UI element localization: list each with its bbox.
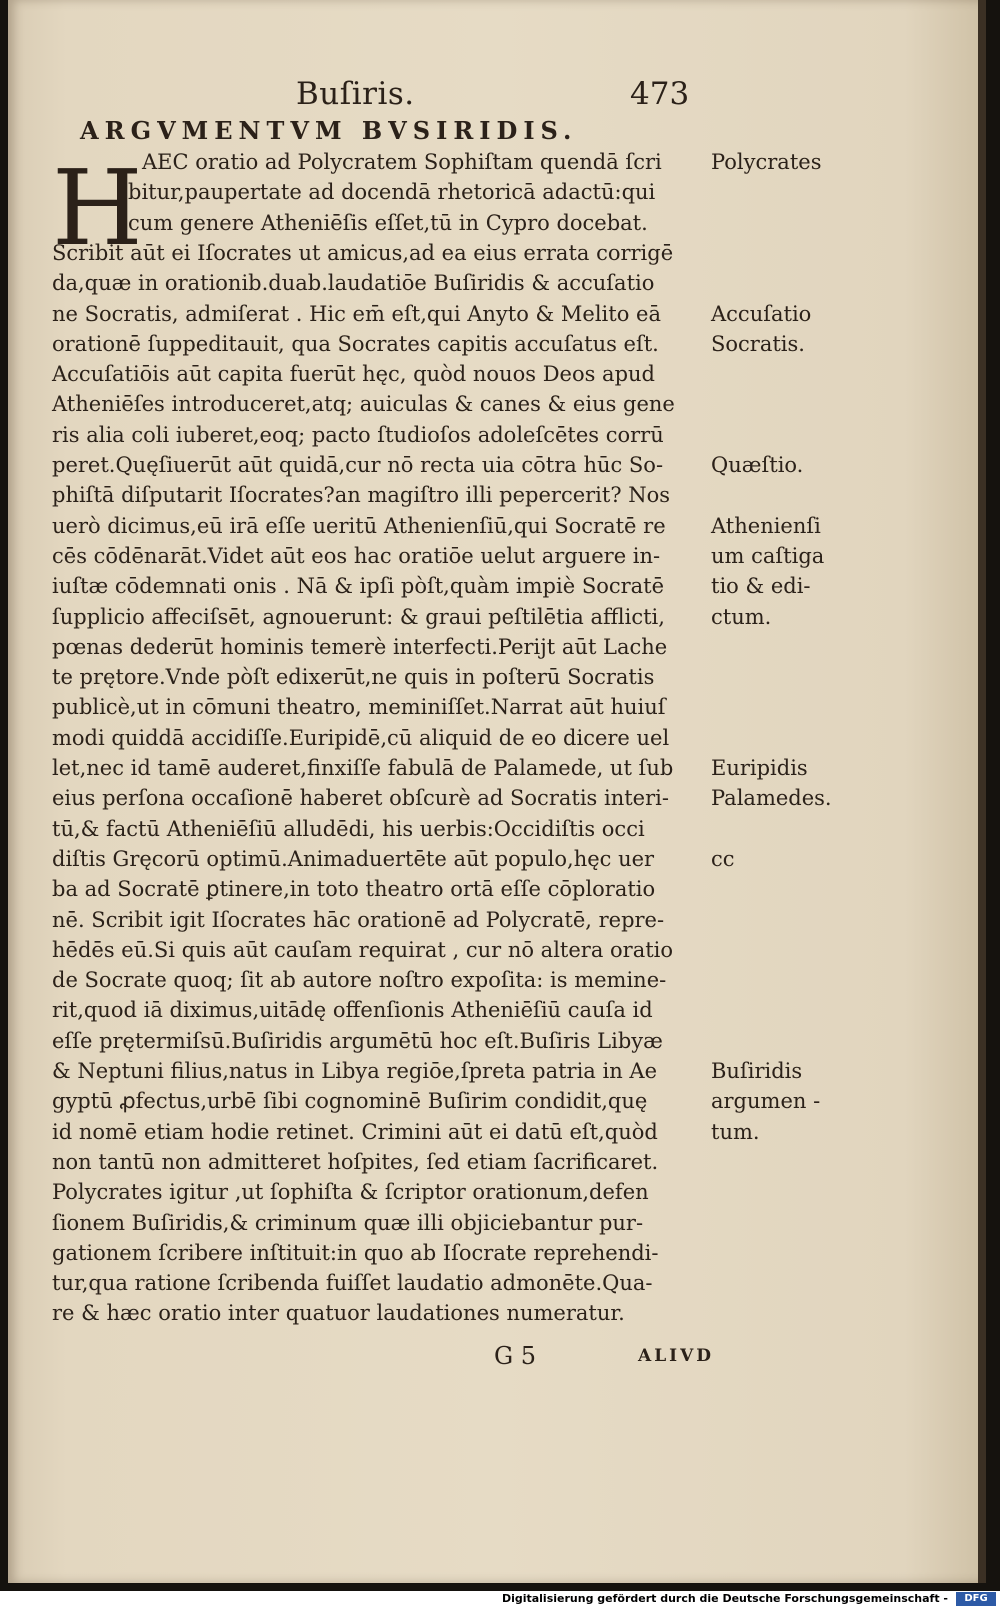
text-line: de Socrate quoq; ſit ab autore noſtro expoſita: is memine- bbox=[52, 968, 667, 993]
margin-note: Euripidis bbox=[711, 756, 808, 780]
text-line: te prętore.Vnde pòſt edixerūt,ne quis in poſterū Socratis bbox=[52, 665, 655, 690]
margin-note: Athenienſi bbox=[711, 513, 821, 538]
text-line: bitur,paupertate ad docendā rhetoricā adactū:qui bbox=[128, 180, 656, 205]
text-line: id nomē etiam hodie retinet. Crimini aūt ei datū eſt,quòd bbox=[52, 1119, 658, 1144]
text-line: pœnas dederūt hominis temerè interfecti.Perijt aūt Lache bbox=[52, 634, 668, 659]
text-line: cēs cōdēnarāt.Videt aūt eos hac oratiōe uelut arguere in- bbox=[52, 543, 661, 568]
dfg-logo: DFG bbox=[956, 1592, 996, 1606]
text-line: eſſe prętermiſsū.Buſiridis argumētū hoc eſt.Buſiris Libyæ bbox=[52, 1028, 663, 1053]
text-line: orationē ſuppeditauit, qua Socrates capitis accuſatus eſt. bbox=[52, 331, 659, 356]
text-line: ne Socratis, admiſerat . Hic em̄ eſt,qui Anyto & Melito eā bbox=[52, 301, 661, 326]
text-line: iuſtæ cōdemnati onis . Nā & ipſi pòſt,quàm impiè Socratē bbox=[52, 574, 665, 599]
text-line: modi quiddā accidiſſe.Euripidē,cū aliquid de eo dicere uel bbox=[52, 725, 670, 750]
argument-heading: ARGVMENTVM BVSIRIDIS. bbox=[80, 116, 578, 145]
text-line: Scribit aūt ei Iſocrates ut amicus,ad ea eius errata corrigē bbox=[52, 240, 674, 265]
text-line: AEC oratio ad Polycratem Sophiſtam quendā ſcri bbox=[142, 150, 662, 174]
text-line: gyptū ꝓfectus,urbē ſibi cognominē Buſirim condidit,quę bbox=[52, 1089, 648, 1114]
running-title: Buſiris. bbox=[296, 76, 415, 112]
margin-note: Accuſatio bbox=[711, 301, 812, 326]
margin-note: ctum. bbox=[711, 604, 772, 629]
text-line: Accuſatiōis aūt capita fuerūt hęc, quòd nouos Deos apud bbox=[52, 362, 655, 387]
margin-note: um caſtiga bbox=[711, 543, 825, 568]
text-line: rit,quod iā diximus,uitādę offenſionis Atheniēſiū cauſa id bbox=[52, 998, 653, 1023]
text-line: tū,& factū Atheniēſiū alludēdi, his uerbis:Occidiſtis occi bbox=[52, 816, 645, 841]
text-line: phiſtā diſputarit Iſocrates?an magiſtro illi pepercerit? Nos bbox=[52, 483, 671, 508]
margin-note: cc bbox=[711, 846, 735, 871]
text-line: gationem ſcribere inſtituit:in quo ab Iſocrate reprehendi- bbox=[52, 1240, 659, 1265]
text-line: Polycrates igitur ,ut ſophiſta & ſcriptor orationum,defen bbox=[52, 1180, 649, 1205]
text-line: ſupplicio affeciſsēt, agnouerunt: & graui peſtilētia afflicti, bbox=[52, 604, 665, 629]
text-line: Atheniēſes introduceret,atq; auiculas & canes & eius gene bbox=[52, 392, 675, 417]
drop-cap: H bbox=[52, 147, 143, 269]
text-line: ris alia coli iuberet,eoq; pacto ſtudioſos adoleſcētes corrū bbox=[52, 422, 664, 447]
page-edge bbox=[978, 0, 986, 1583]
margin-note: Socratis. bbox=[711, 331, 805, 356]
text-line: cum genere Atheniēſis eſſet,tū in Cypro docebat. bbox=[128, 210, 648, 235]
page-number: 473 bbox=[630, 76, 690, 112]
margin-note: Buſiridis bbox=[711, 1059, 803, 1083]
text-line: peret.Quęſiuerūt aūt quidā,cur nō recta uia cōtra hūc So- bbox=[52, 453, 664, 477]
text-line: non tantū non admitteret hoſpites, ſed etiam ſacrificaret. bbox=[52, 1149, 659, 1174]
text-line: & Neptuni filius,natus in Libya regiōe,ſpreta patria in Ae bbox=[52, 1059, 658, 1083]
text-line: tur,qua ratione ſcribenda fuiſſet laudatio admonēte.Qua- bbox=[52, 1271, 653, 1296]
text-line: ba ad Socratē ꝑtinere,in toto theatro ortā eſſe cōploratio bbox=[52, 877, 656, 902]
text-line: ſionem Buſiridis,& criminum quæ illi objiciebantur pur- bbox=[52, 1210, 644, 1235]
margin-note: tum. bbox=[711, 1119, 760, 1144]
margin-note: tio & edi- bbox=[711, 574, 811, 599]
text-line: da,quæ in orationib.duab.laudatiōe Buſiridis & accuſatio bbox=[52, 271, 655, 296]
margin-note: Polycrates bbox=[711, 150, 822, 174]
margin-note: Quæſtio. bbox=[711, 453, 804, 477]
margin-note: argumen - bbox=[711, 1089, 821, 1114]
text-line: uerò dicimus,eū irā eſſe ueritū Athenienſiū,qui Socratē re bbox=[52, 513, 666, 538]
text-line: diſtis Gręcorū optimū.Animaduertēte aūt populo,hęc uer bbox=[52, 846, 655, 871]
text-line: publicè,ut in cōmuni theatro, meminiſſet.Narrat aūt huiuſ bbox=[52, 695, 666, 720]
credit-text: Digitalisierung gefördert durch die Deutsche Forschungsgemeinschaft - bbox=[501, 1592, 948, 1605]
catchword: ALIVD bbox=[638, 1346, 715, 1366]
text-line: let,nec id tamē auderet,finxiſſe fabulā de Palamede, ut ſub bbox=[52, 756, 674, 780]
text-line: hēdēs eū.Si quis aūt cauſam requirat , cur nō altera oratio bbox=[52, 937, 674, 962]
text-line: eius perſona occaſionē haberet obſcurè ad Socratis interi- bbox=[52, 786, 669, 811]
margin-note: Palamedes. bbox=[711, 786, 832, 811]
signature-mark: G 5 bbox=[494, 1342, 537, 1370]
text-line: re & hæc oratio inter quatuor laudationes numeratur. bbox=[52, 1301, 625, 1326]
text-line: nē. Scribit igit Iſocrates hāc orationē ad Polycratē, repre- bbox=[52, 907, 665, 932]
